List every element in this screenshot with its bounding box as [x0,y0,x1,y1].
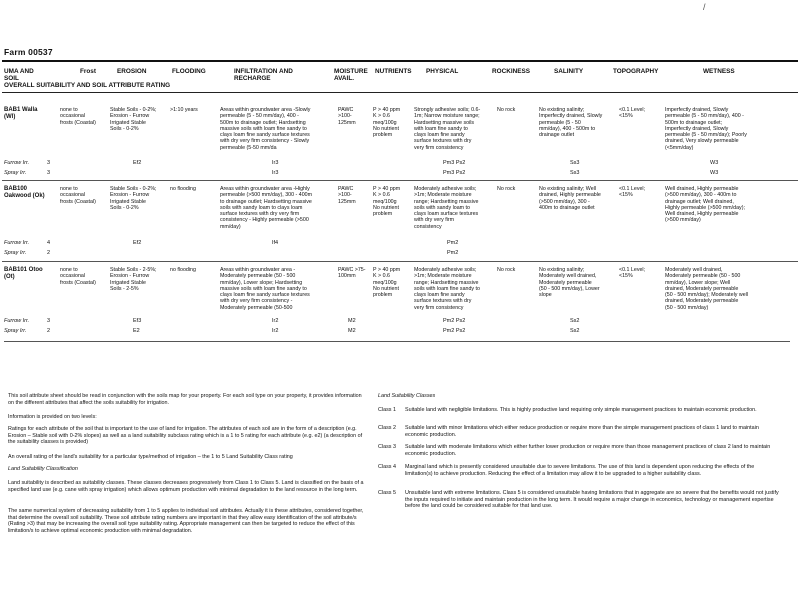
spray-wetness-rating: W3 [710,170,719,176]
spray-label: Spray Irr. [4,328,27,334]
row-topography: <0.1 Level; <15% [619,267,646,280]
class-5-label: Class 5 [378,490,396,496]
col-uma: UMA AND SOIL [4,68,34,83]
col-rockiness: ROCKINESS [492,68,530,75]
furrow-score: 4 [47,240,51,246]
row-frost: none to occasional frosts (Coastal) [60,107,96,126]
title-rule [2,60,798,62]
row-rockiness: No rock [497,267,516,273]
spray-label: Spray Irr. [4,170,27,176]
furrow-wetness-rating: W3 [710,160,719,166]
col-erosion: EROSION [117,68,147,75]
spray-erosion-rating: E2 [133,328,140,334]
row-infiltration: Areas within groundwater area -Highly permeable (>500 mm/day), 300 - 400m to drainage outlet; Hardsetting massive soils with sandy loam to clays loam surface textures with dry very firm consistency - Highly permeable (>500 mm/day) [220,186,313,230]
furrow-label: Furrow Irr. [4,318,30,324]
row-nutrients: P > 40 ppm K > 0.6 meq/100g No nutrient problem [373,267,401,299]
spray-physical-rating: Pm2 [447,250,459,256]
note-overall: An overall rating of the land's suitability for a particular type/method of irrigation – the 1 to 5 Land Suitability Class rating [8,454,293,460]
row-topography: <0.1 Level; <15% [619,107,646,120]
spray-score: 2 [47,250,51,256]
furrow-score: 3 [47,160,51,166]
furrow-label: Furrow Irr. [4,240,30,246]
row-erosion: Stable Soils - 2-5%; Erosion - Furrow Irrigated Stable Soils - 2-5% [110,267,157,292]
col-salinity: SALINITY [554,68,584,75]
spray-salinity-rating: Ss3 [570,170,580,176]
furrow-salinity-rating: Ss2 [570,318,580,324]
row-soil-name: BAB100 Oakwood (Ok) [4,186,45,199]
spray-moisture-rating: M2 [348,328,356,334]
spray-salinity-rating: Ss2 [570,328,580,334]
row-flooding: >1:10 years [170,107,198,113]
class-2-label: Class 2 [378,425,396,431]
row-infiltration: Areas within groundwater area -Slowly permeable (5 - 50 mm/day), 400 - 500m to drainage outlet; Hardsetting massive soils with loam fine sandy to clays loam fine sandy surface textures with dry very firm consistency - Slowly permeable (5-50 mm/da [220,107,311,151]
row-moisture: PAWC >75- 100mm [338,267,366,280]
furrow-erosion-rating: Ef2 [133,240,142,246]
row-divider [2,180,798,181]
class-4-text: Marginal land which is presently considered unsuitable due to severe limitations. The use of this land is dependent upon reducing the effects of the limitation(s) to achieve production. Reducing the effect of a limitation may allow it to be upgraded to a higher suitability class. [405,464,755,477]
row-physical: Moderately adhesive soils; >1m; Moderate moisture range; Hardsetting massive soils with sandy loam to clays loam surface textures with dry very firm consistency [414,186,479,230]
furrow-infiltration-rating: Ir2 [272,318,279,324]
furrow-moisture-rating: M2 [348,318,356,324]
col-wetness: WETNESS [703,68,735,75]
row-nutrients: P > 40 ppm K > 0.6 meq/100g No nutrient problem [373,107,401,139]
row-frost: none to occasional frosts (Coastal) [60,186,96,205]
row-moisture: PAWC >100- 125mm [338,186,356,205]
row-flooding: no flooding [170,267,196,273]
note-intro: This soil attribute sheet should be read in conjunction with the soils map for your property. For each soil type on your property, it provides information on the different attributes that affect the soils suitability for irrigation. [8,393,362,406]
header-rule [2,92,798,93]
row-erosion: Stable Soils - 0-2%; Erosion - Furrow Irrigated Stable Soils - 0-2% [110,186,157,211]
table-end-rule [4,341,790,342]
spray-physical-rating: Pm2 Ps2 [443,328,466,334]
furrow-infiltration-rating: If4 [272,240,279,246]
furrow-physical-rating: Pm3 Ps2 [443,160,466,166]
col-moisture: MOISTURE AVAIL. [334,68,368,83]
spray-score: 2 [47,328,51,334]
spray-score: 3 [47,170,51,176]
row-wetness: Imperfectly drained, Slowly permeable (5 - 50 mm/day), 400 - 500m to drainage outlet; Imperfectly drained, Slowly permeable (5 - 50 mm/day); Poorly drained, Very slowly permeable (<5mm/day) [665,107,747,151]
furrow-salinity-rating: Ss3 [570,160,580,166]
col-frost: Frost [80,68,96,75]
note-ratings: Ratings for each attribute of the soil that is important to the use of land for irrigation. The attributes of each soil are in the form of a description (e.g. Erosion – Stable soil with 0-2% slopes) as well as a land suitability subclass rating which is a 1 to 5 rating for each attribute (e.g. e2) (a description of the suitability classes is provided) [8,426,363,446]
spray-infiltration-rating: Ir3 [272,170,279,176]
spray-physical-rating: Pm3 Ps2 [443,170,466,176]
row-salinity: No existing salinity; Moderately well drained, Moderately permeable (50 - 500 mm/day), Lower slope [539,267,600,299]
furrow-infiltration-rating: Ir3 [272,160,279,166]
col-nutrients: NUTRIENTS [375,68,412,75]
row-soil-name: BAB1 Walla (Wl) [4,107,38,120]
col-infiltration: INFILTRATION AND RECHARGE [234,68,293,83]
row-infiltration: Areas within groundwater area - Moderately permeable (50 - 500 mm/day), Lower slope; Hardsetting massive soils with loam fine sandy to clays loam fine sandy surface textures with dry very firm consistency - Moderately permeable (50-500 [220,267,310,311]
note-numerical: The same numerical system of decreasing suitability from 1 to 5 applies to individual soil attributes. Actually it is these attributes, considered together, that determine the overall soil suitability. These soil attribute rating numbers are important in that they allow easy identification of the soil attribute/s (Rating >3) that may be increasing the overall soil type suitability rating. Appropriate management can then be targeted to reduce the effect of this limitation/s to achieve optimal economic production with minimal degradation. [8,508,364,534]
row-rockiness: No rock [497,107,516,113]
furrow-physical-rating: Pm2 [447,240,459,246]
col-physical: PHYSICAL [426,68,459,75]
spray-infiltration-rating: Ir2 [272,328,279,334]
row-salinity: No existing salinity; Well drained, Highly permeable (>500 mm/day), 300 - 400m to drainage outlet [539,186,601,211]
section-title: OVERALL SUITABILITY AND SOIL ATTRIBUTE RATING [4,82,171,89]
col-topography: TOPOGRAPHY [613,68,659,75]
row-physical: Strongly adhesive soils; 0.6- 1m; Narrow moisture range; Hardsetting massive soils with loam fine sandy to clays loam fine sandy surface textures with dry very firm consistency [414,107,481,151]
class-1-label: Class 1 [378,407,396,413]
class-4-label: Class 4 [378,464,396,470]
note-levels: Information is provided on two levels: [8,414,97,420]
spray-label: Spray Irr. [4,250,27,256]
row-topography: <0.1 Level; <15% [619,186,646,199]
row-moisture: PAWC >100- 125mm [338,107,356,126]
furrow-erosion-rating: Ef2 [133,160,142,166]
row-erosion: Stable Soils - 0-2%; Erosion - Furrow Irrigated Stable Soils - 0-2% [110,107,157,132]
row-salinity: No existing salinity; Imperfectly drained, Slowly permeable (5 - 50 mm/day), 400 - 500m to drainage outlet [539,107,603,139]
col-flooding: FLOODING [172,68,206,75]
row-wetness: Well drained, Highly permeable (>500 mm/day), 300 - 400m to drainage outlet; Well drained, Highly permeable (>500 mm/day); Well drained, Highly permeable (>500 mm/day) [665,186,745,224]
class-3-text: Suitable land with moderate limitations which either further lower production or require more than those management practices of class 2 land to maintain economic production. [405,444,771,457]
row-frost: none to occasional frosts (Coastal) [60,267,96,286]
note-classification-heading: Land Suitability Classification [8,466,78,472]
class-5-text: Unsuitable land with extreme limitations. Class 5 is considered unsuitable having limitations that in aggregate are so severe that the benefits would not justify the inputs required to initiate and maintain production in the long term. It would require a major change in economics, technology or management expertise before the land could be considered suitable for that land use. [405,490,779,510]
class-2-text: Suitable land with minor limitations which either reduce production or require more than the simple management practices of class 1 land to maintain economic production. [405,425,759,438]
classes-heading: Land Suitability Classes [378,393,436,399]
furrow-physical-rating: Pm2 Ps2 [443,318,466,324]
farm-title: Farm 00537 [4,47,53,57]
row-wetness: Moderately well drained, Moderately permeable (50 - 500 mm/day), Lower slope; Well drained, Moderately permeable (50 - 500 mm/day); Moderately well drained, Moderately permeable (50 - 500 mm/day) [665,267,749,311]
furrow-erosion-rating: Ef3 [133,318,142,324]
furrow-score: 3 [47,318,51,324]
row-divider [2,261,798,262]
note-suitability: Land suitability is described as suitability classes. These classes decreases progressively from Class 1 to Class 5. Land is classified on the basis of a specified land use (e.g. cane with spray irrigation) which allows optimum production with minimal degradation to the land resource in the long term. [8,480,364,493]
row-physical: Moderately adhesive soils; >1m; Moderate moisture range; Hardsetting massive soils with loam fine sandy to clays loam fine sandy surface textures with dry very firm consistency [414,267,480,311]
row-rockiness: No rock [497,186,516,192]
pen-mark: / [703,2,706,12]
row-flooding: no flooding [170,186,196,192]
row-soil-name: BAB101 Otoo (Ot) [4,267,43,280]
class-3-label: Class 3 [378,444,396,450]
row-nutrients: P > 40 ppm K > 0.6 meq/100g No nutrient problem [373,186,401,218]
furrow-label: Furrow Irr. [4,160,30,166]
class-1-text: Suitable land with negligible limitations. This is highly productive land requiring only simple management practices to maintain economic production. [405,407,757,413]
